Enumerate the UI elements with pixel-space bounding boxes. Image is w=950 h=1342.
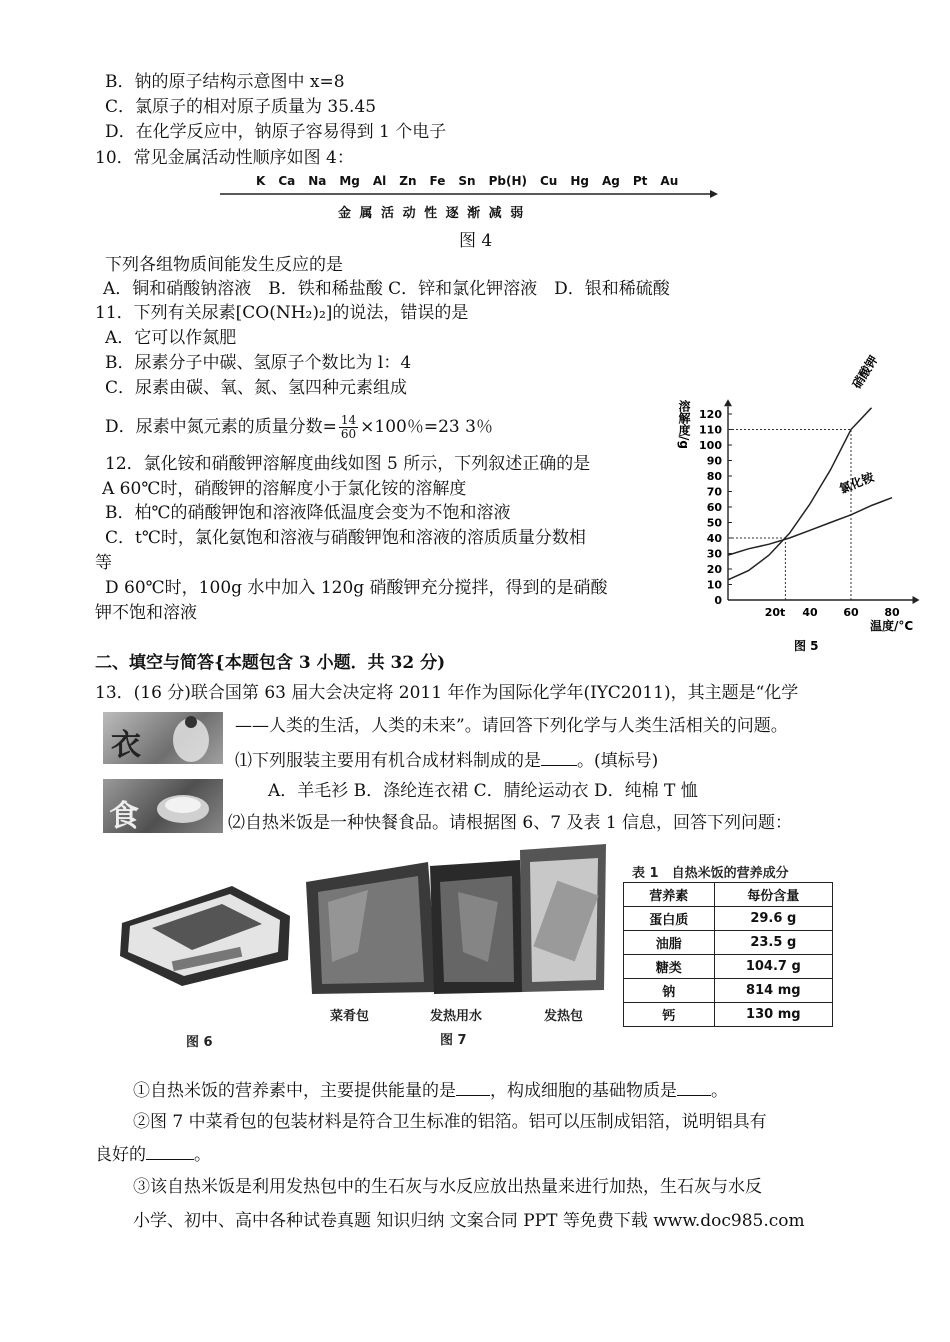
q11-option-b: B．尿素分子中碳、氢原子个数比为 l：4 <box>105 353 412 373</box>
fraction-numerator: 14 <box>340 413 357 427</box>
figure-6-photo <box>112 868 294 988</box>
q13-sub1 <box>133 1079 728 1102</box>
table-row <box>624 1003 833 1027</box>
table-row <box>624 907 833 931</box>
metal-symbol: Mg <box>339 174 360 188</box>
y-tick-label: 100 <box>699 439 722 452</box>
series-label: 氯化铵 <box>837 469 877 497</box>
table-cell: 130 mg <box>714 1003 832 1027</box>
table-cell: 钠 <box>624 979 715 1003</box>
metal-symbol: Cu <box>540 174 558 188</box>
q12-option-a: A 60℃时，硝酸钾的溶解度小于氯化铵的溶解度 <box>102 479 467 499</box>
metal-symbol: K <box>256 174 266 188</box>
series-line-potassium-nitrate <box>728 408 872 580</box>
figure-7-caption: 图 7 <box>440 1033 467 1048</box>
q13-stem-line2: ——人类的生活，人类的未来”。请回答下列化学与人类生活相关的问题。 <box>235 716 788 736</box>
metal-symbol: Pb(H) <box>488 174 527 188</box>
table-cell: 29.6 g <box>714 907 832 931</box>
clothing-character: 衣 <box>111 728 141 763</box>
answer-blank[interactable] <box>456 1079 490 1096</box>
fig7-label-2: 发热用水 <box>430 1009 483 1024</box>
chart-title: 图 5 <box>794 639 819 653</box>
y-tick-label: 10 <box>706 578 722 592</box>
q12-option-d-line1: D 60℃时，100g 水中加入 120g 硝酸钾充分搅拌，得到的是硝酸 <box>105 578 608 598</box>
metal-symbol: Ag <box>602 174 620 188</box>
q9-option-d: D．在化学反应中，钠原子容易得到 1 个电子 <box>105 122 447 142</box>
q13-stem-line1: 13．(16 分)联合国第 63 届大会决定将 2011 年作为国际化学年(IYC2011)，其主题是“化学 <box>95 683 799 703</box>
y-tick-label: 120 <box>699 408 722 421</box>
table-cell: 钙 <box>624 1003 715 1027</box>
q13-sub2-line2 <box>95 1143 211 1166</box>
table-cell: 104.7 g <box>714 955 832 979</box>
fig7-label-1: 菜肴包 <box>330 1009 370 1024</box>
table-cell: 蛋白质 <box>624 907 715 931</box>
metal-symbol: Al <box>372 174 387 188</box>
y-tick-label: 40 <box>706 532 722 545</box>
y-axis-arrow <box>724 399 732 406</box>
answer-blank[interactable] <box>677 1079 711 1096</box>
page-footer: 小学、初中、高中各种试卷真题 知识归纳 文案合同 PPT 等免费下载 www.doc985.com <box>133 1211 805 1231</box>
q9-option-c: C．氯原子的相对原子质量为 35.45 <box>105 97 377 117</box>
q10-options: A．铜和硝酸钠溶液 B．铁和稀盐酸 C．锌和氯化钾溶液 D．银和稀硫酸 <box>103 279 670 299</box>
table-header-row <box>624 883 833 907</box>
sub1-text-c: 。 <box>711 1081 728 1101</box>
metal-symbol: Zn <box>399 174 417 188</box>
metal-symbol: Au <box>660 174 679 188</box>
q13-sub2-line1: ②图 7 中菜肴包的包装材料是符合卫生标准的铝箔。铝可以压制成铝箔，说明铝具有 <box>133 1112 767 1132</box>
x-tick-label: 40 <box>802 606 818 619</box>
q11-option-c: C．尿素由碳、氧、氮、氢四种元素组成 <box>105 378 408 398</box>
q12-option-d-line2: 钾不饱和溶液 <box>95 603 197 623</box>
metal-symbol: Ca <box>278 174 296 188</box>
q11-option-a: A．它可以作氮肥 <box>105 328 237 348</box>
table-1-title: 表 1 自热米饭的营养成分 <box>632 866 789 881</box>
series-label: 硝酸钾 <box>849 353 881 392</box>
q13-sub3: ③该自热米饭是利用发热包中的生石灰与水反应放出热量来进行加热，生石灰与水反 <box>133 1177 762 1197</box>
x-axis-title: 温度/°C <box>870 619 914 633</box>
q12-option-c-line1: C．t℃时，氯化氨饱和溶液与硝酸钾饱和溶液的溶质质量分数相 <box>105 528 586 548</box>
q10-question: 下列各组物质间能发生反应的是 <box>105 255 343 275</box>
x-tick-label: 60 <box>843 606 859 619</box>
table-row <box>624 955 833 979</box>
metal-symbol: Hg <box>570 174 589 188</box>
food-character: 食 <box>109 799 139 834</box>
table-cell: 814 mg <box>714 979 832 1003</box>
table-cell: 油脂 <box>624 931 715 955</box>
x-tick-label: 20t <box>764 606 786 619</box>
sub1-text-b: ，构成细胞的基础物质是 <box>490 1081 677 1101</box>
table-cell: 23.5 g <box>714 931 832 955</box>
metal-symbol: Sn <box>458 174 476 188</box>
q11d-prefix: D．尿素中氮元素的质量分数= <box>105 417 337 437</box>
metal-symbol: Pt <box>632 174 648 188</box>
activity-trend-label: 金 属 活 动 性 逐 渐 减 弱 <box>338 206 526 221</box>
y-tick-label: 70 <box>706 485 722 499</box>
y-tick-label: 90 <box>706 454 722 468</box>
y-axis-title: 溶解度/g <box>677 400 691 449</box>
fraction <box>339 414 358 441</box>
food-photo-icon <box>103 779 223 833</box>
q11-option-d <box>105 414 493 441</box>
q12-option-b: B．柏℃的硝酸钾饱和溶液降低温度会变为不饱和溶液 <box>105 503 511 523</box>
nutrition-table <box>623 882 833 1027</box>
table-header-cell: 每份含量 <box>714 883 832 907</box>
solubility-chart <box>677 353 930 658</box>
q12-option-c-line2: 等 <box>95 553 112 573</box>
fig7-label-3: 发热包 <box>544 1009 584 1024</box>
y-tick-label: 60 <box>706 501 722 514</box>
y-tick-label: 110 <box>699 423 722 437</box>
sub2-text-c: 。 <box>194 1145 211 1165</box>
y-tick-label: 30 <box>706 547 722 561</box>
q13-part1 <box>235 749 658 772</box>
y-tick-label: 50 <box>706 516 722 530</box>
series-line-ammonium-chloride <box>728 498 892 555</box>
x-tick-label: 80 <box>884 606 900 619</box>
figure-6-caption: 图 6 <box>186 1035 213 1050</box>
clothing-photo-icon <box>103 712 223 764</box>
fraction-denominator: 60 <box>340 427 357 441</box>
q9-option-b: B．钠的原子结构示意图中 x=8 <box>105 72 345 92</box>
table-cell: 糖类 <box>624 955 715 979</box>
answer-blank[interactable] <box>146 1143 194 1160</box>
q13-part1-text: ⑴下列服装主要用有机合成材料制成的是 <box>235 751 541 771</box>
answer-blank[interactable] <box>541 749 577 766</box>
sub1-text-a: ①自热米饭的营养素中，主要提供能量的是 <box>133 1081 456 1101</box>
section-2-heading: 二、填空与简答{本题包含 3 小题．共 32 分) <box>95 653 446 673</box>
figure-7-photo <box>298 842 610 1002</box>
y-tick-label: 80 <box>706 470 722 483</box>
y-tick-label: 20 <box>706 563 722 576</box>
x-axis-arrow <box>913 596 920 604</box>
q10-stem: 10．常见金属活动性顺序如图 4： <box>95 148 354 168</box>
table-row <box>624 931 833 955</box>
y-tick-label: 0 <box>714 594 722 607</box>
q11-stem: 11．下列有关尿素[CO(NH₂)₂]的说法，错误的是 <box>95 303 469 323</box>
table-row <box>624 979 833 1003</box>
figure-4-metal-activity <box>218 170 718 222</box>
metal-symbol: Na <box>308 174 327 188</box>
table-header-cell: 营养素 <box>624 883 715 907</box>
sub2-text-a: 良好的 <box>95 1145 146 1165</box>
q11d-suffix: ×100％=23 3％ <box>360 417 493 437</box>
metal-symbol: Fe <box>429 174 446 188</box>
q12-stem: 12．氯化铵和硝酸钾溶解度曲线如图 5 所示，下列叙述正确的是 <box>105 454 591 474</box>
figure-4-caption: 图 4 <box>459 231 493 251</box>
q13-part1-note: 。(填标号) <box>577 751 659 771</box>
q13-part2: ⑵自热米饭是一种快餐食品。请根据图 6、7 及表 1 信息，回答下列问题： <box>228 813 793 833</box>
q13-part1-options: A．羊毛衫 B．涤纶连衣裙 C．腈纶运动衣 D．纯棉 T 恤 <box>268 781 698 801</box>
